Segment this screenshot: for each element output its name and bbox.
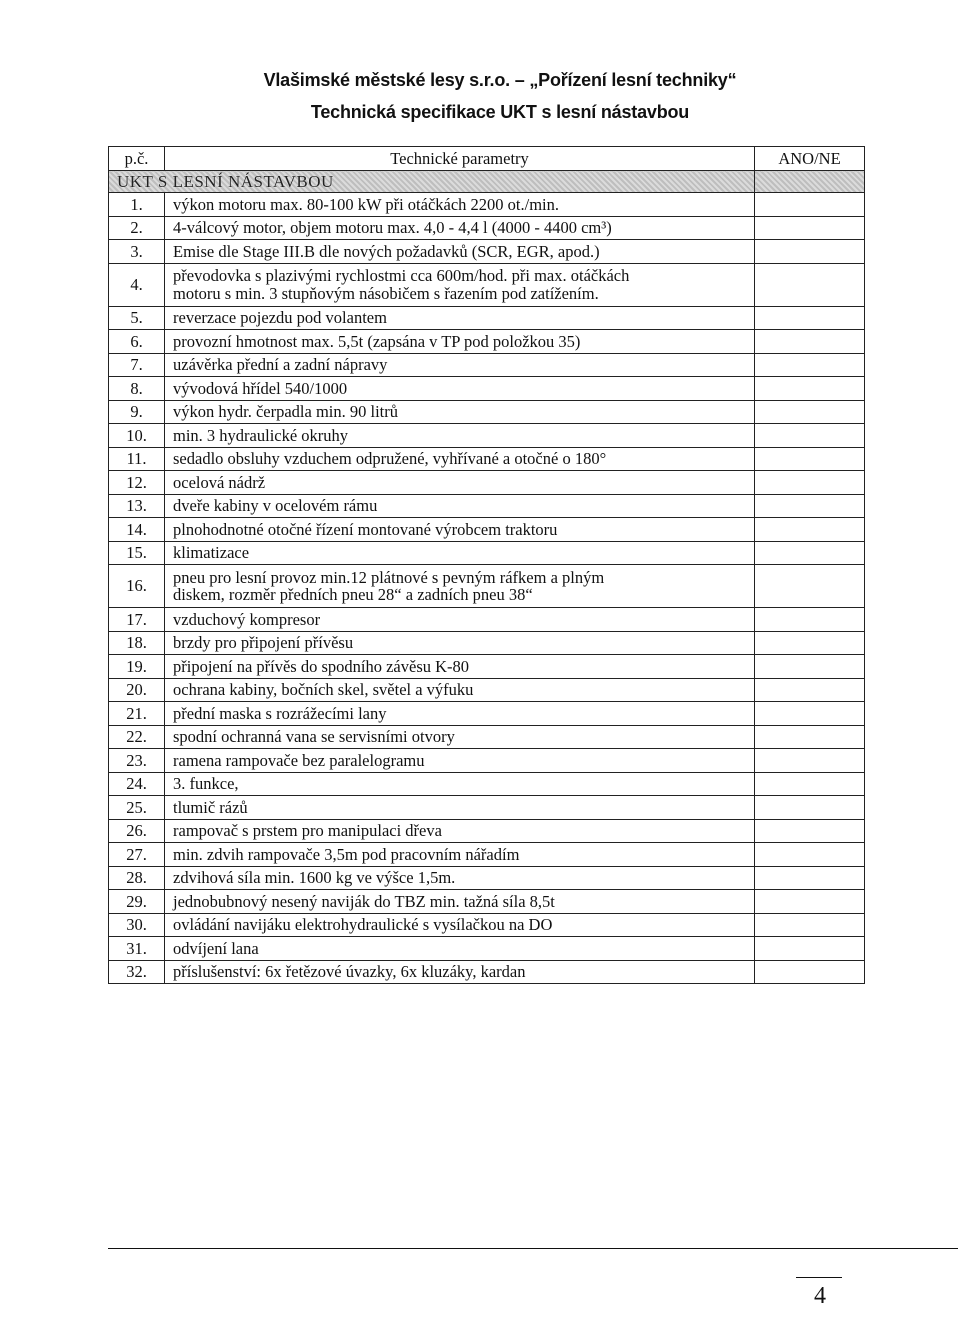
row-number: 14. <box>109 518 165 542</box>
row-number: 24. <box>109 772 165 796</box>
section-empty-cell <box>755 171 865 193</box>
row-parameter-line: pneu pro lesní provoz min.12 plátnové s pevným ráfkem a plným <box>173 567 605 587</box>
page-number-dash <box>796 1277 842 1278</box>
table-row <box>109 353 865 377</box>
footer-divider <box>108 1248 958 1249</box>
row-number: 26. <box>109 819 165 843</box>
row-parameter: reverzace pojezdu pod volantem <box>165 306 755 330</box>
row-yes-no-cell[interactable] <box>755 772 865 796</box>
row-yes-no-cell[interactable] <box>755 424 865 448</box>
row-number: 8. <box>109 377 165 401</box>
table-row <box>109 471 865 495</box>
row-yes-no-cell[interactable] <box>755 702 865 726</box>
table-row <box>109 960 865 984</box>
row-yes-no-cell[interactable] <box>755 866 865 890</box>
table-row <box>109 678 865 702</box>
section-label: UKT S LESNÍ NÁSTAVBOU <box>109 171 755 193</box>
row-yes-no-cell[interactable] <box>755 377 865 401</box>
column-header-yes-no: ANO/NE <box>755 147 865 171</box>
row-number: 25. <box>109 796 165 820</box>
row-number: 15. <box>109 541 165 565</box>
table-row <box>109 565 865 608</box>
row-parameter: ovládání navijáku elektrohydraulické s vysílačkou na DO <box>165 913 755 937</box>
row-yes-no-cell[interactable] <box>755 240 865 264</box>
row-number: 6. <box>109 330 165 354</box>
row-parameter: příslušenství: 6x řetězové úvazky, 6x kluzáky, kardan <box>165 960 755 984</box>
row-parameter: klimatizace <box>165 541 755 565</box>
row-parameter: ramena rampovače bez paralelogramu <box>165 749 755 773</box>
row-number: 4. <box>109 263 165 306</box>
row-number: 22. <box>109 725 165 749</box>
row-parameter: vývodová hřídel 540/1000 <box>165 377 755 401</box>
row-yes-no-cell[interactable] <box>755 494 865 518</box>
row-number: 28. <box>109 866 165 890</box>
table-row <box>109 193 865 217</box>
row-parameter: min. zdvih rampovače 3,5m pod pracovním nářadím <box>165 843 755 867</box>
row-yes-no-cell[interactable] <box>755 216 865 240</box>
row-yes-no-cell[interactable] <box>755 749 865 773</box>
table-row <box>109 772 865 796</box>
row-number: 13. <box>109 494 165 518</box>
table-row <box>109 400 865 424</box>
row-yes-no-cell[interactable] <box>755 541 865 565</box>
row-number: 7. <box>109 353 165 377</box>
table-row <box>109 843 865 867</box>
row-parameter: ocelová nádrž <box>165 471 755 495</box>
column-header-number: p.č. <box>109 147 165 171</box>
table-row <box>109 702 865 726</box>
row-parameter: výkon hydr. čerpadla min. 90 litrů <box>165 400 755 424</box>
row-number: 23. <box>109 749 165 773</box>
row-number: 10. <box>109 424 165 448</box>
row-yes-no-cell[interactable] <box>755 263 865 306</box>
table-row <box>109 377 865 401</box>
row-parameter: Emise dle Stage III.B dle nových požadavků (SCR, EGR, apod.) <box>165 240 755 264</box>
row-number: 9. <box>109 400 165 424</box>
table-row <box>109 541 865 565</box>
row-parameter: provozní hmotnost max. 5,5t (zapsána v TP pod položkou 35) <box>165 330 755 354</box>
row-number: 29. <box>109 890 165 914</box>
table-row <box>109 655 865 679</box>
row-yes-no-cell[interactable] <box>755 631 865 655</box>
row-yes-no-cell[interactable] <box>755 819 865 843</box>
table-row <box>109 866 865 890</box>
row-parameter: spodní ochranná vana se servisními otvory <box>165 725 755 749</box>
page-number: 4 <box>814 1283 826 1309</box>
row-yes-no-cell[interactable] <box>755 330 865 354</box>
row-parameter: dveře kabiny v ocelovém rámu <box>165 494 755 518</box>
specification-table <box>108 146 865 984</box>
row-parameter: připojení na přívěs do spodního závěsu K-80 <box>165 655 755 679</box>
row-parameter: zdvihová síla min. 1600 kg ve výšce 1,5m. <box>165 866 755 890</box>
row-parameter: brzdy pro připojení přívěsu <box>165 631 755 655</box>
row-parameter-line: diskem, rozměr předních pneu 28“ a zadních pneu 38“ <box>173 585 533 604</box>
table-row <box>109 608 865 632</box>
row-yes-no-cell[interactable] <box>755 518 865 542</box>
document-title: Vlašimské městské lesy s.r.o. – „Pořízení lesní techniky“ <box>263 70 737 90</box>
row-number: 5. <box>109 306 165 330</box>
table-header-row <box>109 147 865 171</box>
row-number: 20. <box>109 678 165 702</box>
row-parameter: 4-válcový motor, objem motoru max. 4,0 - 4,4 l (4000 - 4400 cm³) <box>165 216 755 240</box>
table-row <box>109 330 865 354</box>
row-parameter: rampovač s prstem pro manipulaci dřeva <box>165 819 755 843</box>
row-yes-no-cell[interactable] <box>755 843 865 867</box>
row-parameter: 3. funkce, <box>165 772 755 796</box>
table-row <box>109 819 865 843</box>
row-parameter: ochrana kabiny, bočních skel, světel a výfuku <box>165 678 755 702</box>
table-row <box>109 216 865 240</box>
row-number: 3. <box>109 240 165 264</box>
row-parameter <box>165 565 755 608</box>
table-row <box>109 306 865 330</box>
row-parameter: min. 3 hydraulické okruhy <box>165 424 755 448</box>
row-number: 11. <box>109 447 165 471</box>
row-parameter: tlumič rázů <box>165 796 755 820</box>
row-number: 27. <box>109 843 165 867</box>
row-parameter: plnohodnotné otočné řízení montované výrobcem traktoru <box>165 518 755 542</box>
row-yes-no-cell[interactable] <box>755 193 865 217</box>
table-row <box>109 424 865 448</box>
row-number: 2. <box>109 216 165 240</box>
row-yes-no-cell[interactable] <box>755 565 865 608</box>
document-subtitle: Technická specifikace UKT s lesní nástavbou <box>310 102 690 122</box>
row-yes-no-cell[interactable] <box>755 960 865 984</box>
section-header-row <box>109 171 865 193</box>
row-parameter: jednobubnový nesený naviják do TBZ min. tažná síla 8,5t <box>165 890 755 914</box>
row-parameter-line: motoru s min. 3 stupňovým násobičem s řazením pod zatížením. <box>173 283 599 303</box>
row-yes-no-cell[interactable] <box>755 353 865 377</box>
row-yes-no-cell[interactable] <box>755 913 865 937</box>
row-number: 12. <box>109 471 165 495</box>
row-yes-no-cell[interactable] <box>755 655 865 679</box>
row-yes-no-cell[interactable] <box>755 608 865 632</box>
column-header-parameters: Technické parametry <box>165 147 755 171</box>
row-yes-no-cell[interactable] <box>755 400 865 424</box>
row-parameter-line: převodovka s plazivými rychlostmi cca 600m/hod. při max. otáčkách <box>173 266 630 286</box>
row-number: 32. <box>109 960 165 984</box>
table-row <box>109 796 865 820</box>
table-row <box>109 937 865 961</box>
row-number: 19. <box>109 655 165 679</box>
table-row <box>109 494 865 518</box>
row-number: 31. <box>109 937 165 961</box>
table-row <box>109 263 865 306</box>
row-parameter: odvíjení lana <box>165 937 755 961</box>
table-row <box>109 447 865 471</box>
row-number: 16. <box>109 565 165 608</box>
table-row <box>109 631 865 655</box>
row-yes-no-cell[interactable] <box>755 725 865 749</box>
table-row <box>109 240 865 264</box>
table-row <box>109 749 865 773</box>
row-yes-no-cell[interactable] <box>755 678 865 702</box>
row-yes-no-cell[interactable] <box>755 796 865 820</box>
row-yes-no-cell[interactable] <box>755 447 865 471</box>
row-parameter: vzduchový kompresor <box>165 608 755 632</box>
row-number: 21. <box>109 702 165 726</box>
row-yes-no-cell[interactable] <box>755 890 865 914</box>
row-number: 17. <box>109 608 165 632</box>
row-yes-no-cell[interactable] <box>755 937 865 961</box>
row-parameter: uzávěrka přední a zadní nápravy <box>165 353 755 377</box>
row-parameter: přední maska s rozrážecími lany <box>165 702 755 726</box>
row-yes-no-cell[interactable] <box>755 306 865 330</box>
table-row <box>109 725 865 749</box>
row-number: 30. <box>109 913 165 937</box>
row-yes-no-cell[interactable] <box>755 471 865 495</box>
row-parameter <box>165 263 755 306</box>
row-parameter: výkon motoru max. 80-100 kW při otáčkách 2200 ot./min. <box>165 193 755 217</box>
row-number: 1. <box>109 193 165 217</box>
row-number: 18. <box>109 631 165 655</box>
row-parameter: sedadlo obsluhy vzduchem odpružené, vyhřívané a otočné o 180° <box>165 447 755 471</box>
table-row <box>109 913 865 937</box>
table-row <box>109 890 865 914</box>
table-row <box>109 518 865 542</box>
